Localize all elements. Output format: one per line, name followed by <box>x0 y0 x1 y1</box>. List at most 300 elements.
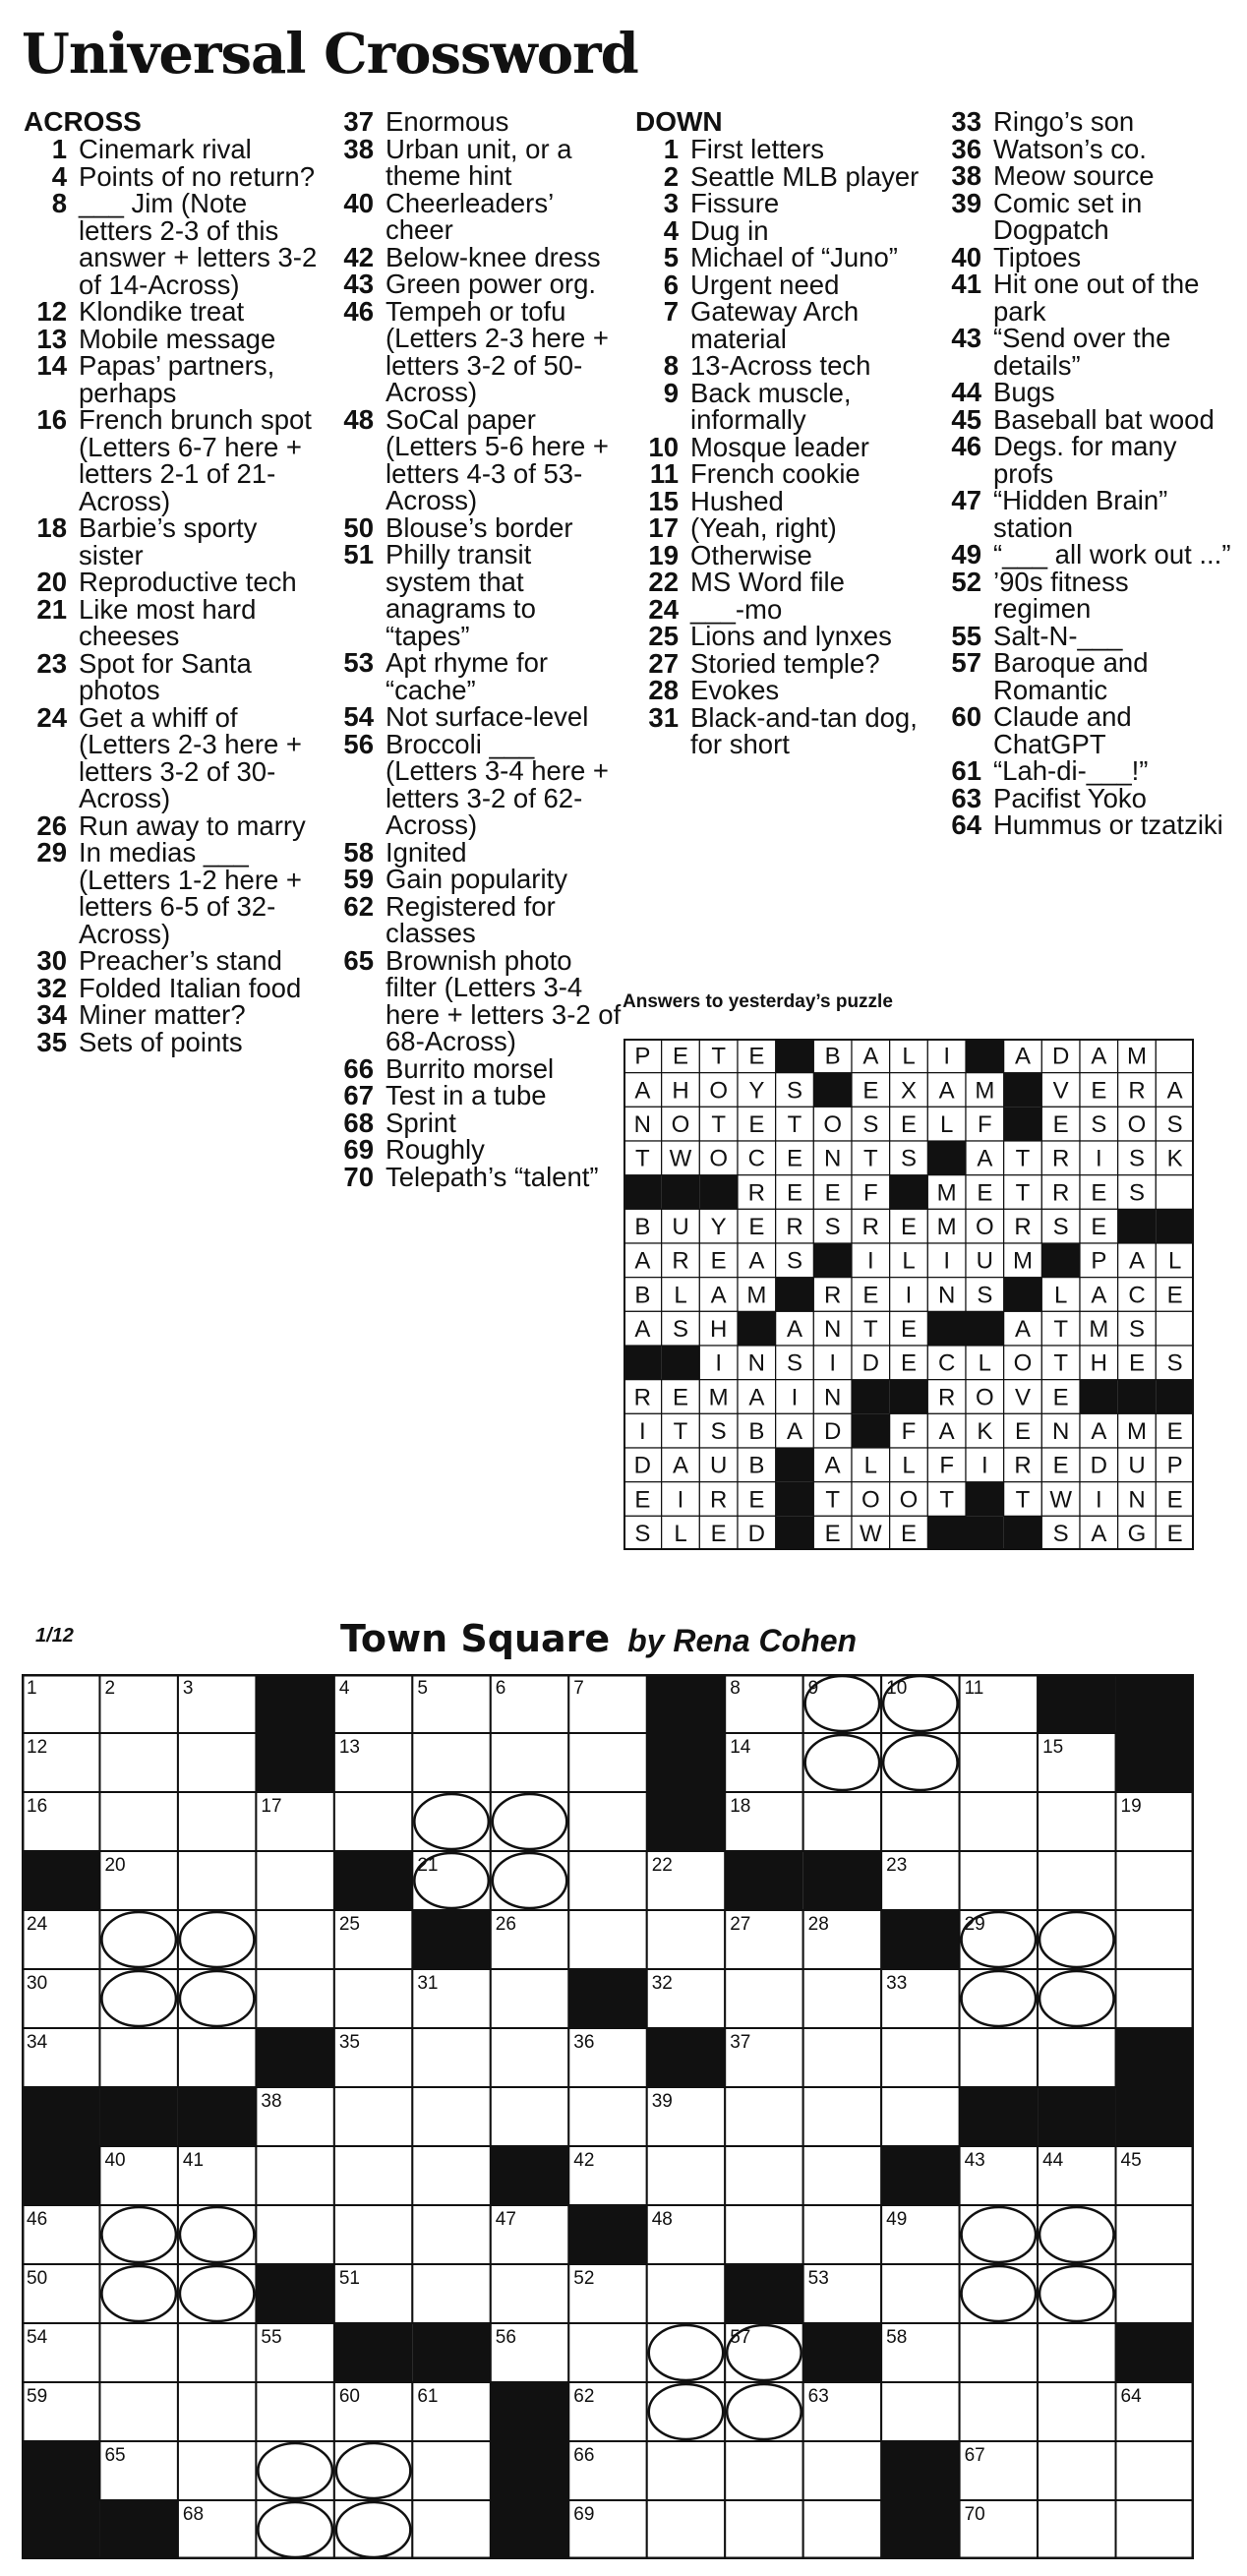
answer-letter: E <box>1166 1520 1183 1547</box>
across-clue-24 <box>24 701 319 813</box>
down-clue-27 <box>635 647 930 679</box>
cell-number: 4 <box>338 1678 350 1699</box>
grid-cell[interactable] <box>803 2087 881 2146</box>
grid-cell[interactable] <box>99 1792 177 1851</box>
grid-cell[interactable] <box>960 1792 1038 1851</box>
grid-cell[interactable] <box>568 1792 646 1851</box>
grid-cell[interactable] <box>256 1969 333 2028</box>
grid-cell[interactable] <box>647 1910 725 1969</box>
down-clue-5 <box>635 244 930 271</box>
grid-cell[interactable] <box>1038 2441 1115 2500</box>
grid-cell[interactable] <box>960 1733 1038 1792</box>
answer-black-square <box>699 1175 738 1210</box>
answer-letter: E <box>786 1179 803 1207</box>
cell-number: 68 <box>182 2504 205 2525</box>
grid-cell[interactable] <box>99 1910 177 1969</box>
grid-cell[interactable] <box>647 2323 725 2382</box>
clue-number: 3 <box>663 188 679 218</box>
clue-text: Cheerleaders’ cheer <box>386 187 554 245</box>
clue-number: 26 <box>36 809 67 841</box>
grid-cell[interactable] <box>334 1792 412 1851</box>
answer-letter: R <box>937 1384 956 1411</box>
grid-cell[interactable] <box>256 2441 333 2500</box>
answer-letter: E <box>1014 1417 1032 1445</box>
down-clue-39 <box>938 187 1233 245</box>
grid-cell[interactable] <box>334 2205 412 2264</box>
grid-cell[interactable] <box>803 1733 881 1792</box>
cell-number: 70 <box>964 2504 985 2525</box>
grid-cell[interactable] <box>568 2323 646 2382</box>
black-square <box>568 2205 646 2264</box>
answer-letter: V <box>1014 1384 1032 1411</box>
grid-cell[interactable] <box>960 1851 1038 1910</box>
grid-cell[interactable] <box>1116 2441 1194 2500</box>
black-square <box>334 1851 412 1910</box>
grid-cell[interactable] <box>647 2441 725 2500</box>
clue-text: Hummus or tzatziki <box>993 809 1223 840</box>
answer-black-square <box>1080 1380 1118 1414</box>
answer-letter: A <box>938 1077 955 1105</box>
grid-cell[interactable] <box>725 2146 802 2205</box>
grid-cell[interactable] <box>1038 2382 1115 2441</box>
grid-cell[interactable] <box>99 2323 177 2382</box>
answer-letter: I <box>980 1452 988 1479</box>
grid-cell[interactable] <box>178 1792 256 1851</box>
grid-cell[interactable] <box>178 2323 256 2382</box>
answer-letter: E <box>672 1384 689 1411</box>
grid-cell[interactable] <box>178 2441 256 2500</box>
grid-cell[interactable] <box>178 2028 256 2087</box>
cell-number: 27 <box>730 1914 751 1935</box>
across-clue-70 <box>328 1161 624 1192</box>
answer-letter: O <box>709 1077 729 1105</box>
black-square <box>178 2087 256 2146</box>
answer-letter: O <box>671 1110 690 1138</box>
answer-letter: E <box>977 1179 993 1207</box>
grid-cell[interactable] <box>1116 1851 1194 1910</box>
across-header: ACROSS <box>24 106 142 137</box>
clue-text: ___-mo <box>690 593 783 625</box>
answer-letter: N <box>633 1110 652 1138</box>
clue-number: 23 <box>36 647 67 679</box>
grid-cell[interactable] <box>412 2500 490 2559</box>
across-clue-43 <box>328 270 624 298</box>
clue-number: 51 <box>343 539 374 569</box>
answer-black-square <box>813 1073 852 1108</box>
grid-cell[interactable] <box>99 2205 177 2264</box>
grid-cell[interactable] <box>568 1851 646 1910</box>
grid-cell[interactable] <box>256 1851 333 1910</box>
down-clue-4 <box>635 214 930 246</box>
black-square <box>256 2028 333 2087</box>
clue-number: 4 <box>51 160 67 192</box>
down-clue-9 <box>635 377 930 435</box>
clue-text: MS Word file <box>690 567 845 597</box>
grid-cell[interactable] <box>568 1910 646 1969</box>
answer-letter: I <box>866 1247 874 1275</box>
grid-cell[interactable] <box>1038 2500 1115 2559</box>
grid-cell[interactable] <box>412 1792 490 1851</box>
grid-cell[interactable] <box>334 2146 412 2205</box>
grid-cell[interactable] <box>491 1792 568 1851</box>
grid-cell[interactable] <box>647 2264 725 2323</box>
clue-number: 68 <box>343 1107 374 1138</box>
grid-cell[interactable] <box>412 2146 490 2205</box>
clue-text: Comic set in Dogpatch <box>993 187 1143 245</box>
grid-cell[interactable] <box>99 1969 177 2028</box>
across-clue-20 <box>24 569 319 596</box>
answer-letter: D <box>1051 1043 1070 1070</box>
answer-black-square <box>813 1243 852 1278</box>
answer-black-square <box>927 1516 966 1550</box>
grid-cell[interactable] <box>99 1733 177 1792</box>
grid-cell[interactable] <box>491 2264 568 2323</box>
grid-cell[interactable] <box>1038 1969 1115 2028</box>
down-clue-55 <box>938 620 1233 651</box>
grid-cell[interactable] <box>334 2087 412 2146</box>
clue-number: 10 <box>648 431 679 462</box>
answer-letter: A <box>824 1452 841 1479</box>
answer-letter: E <box>634 1486 651 1514</box>
grid-cell[interactable] <box>960 2382 1038 2441</box>
clue-text: Storied temple? <box>690 647 880 679</box>
grid-cell[interactable] <box>1038 2264 1115 2323</box>
answer-letter: R <box>1128 1077 1146 1105</box>
grid-cell[interactable] <box>178 2205 256 2264</box>
answer-letter: L <box>902 1452 916 1479</box>
black-square <box>22 2441 99 2500</box>
answer-letter: E <box>900 1315 918 1343</box>
grid-cell[interactable] <box>725 2087 802 2146</box>
clue-text: Papas’ partners, perhaps <box>79 350 275 408</box>
cell-number: 48 <box>651 2209 673 2230</box>
clue-text: Tiptoes <box>993 241 1082 272</box>
grid-cell[interactable] <box>725 2441 802 2500</box>
clue-text: Like most hard cheeses <box>79 593 257 651</box>
cell-number: 17 <box>261 1796 282 1817</box>
grid-cell[interactable] <box>1116 1910 1194 1969</box>
grid-cell[interactable] <box>803 1792 881 1851</box>
answer-letter: E <box>710 1247 727 1275</box>
clue-text: First letters <box>690 134 824 164</box>
grid-cell[interactable] <box>960 2205 1038 2264</box>
grid-cell[interactable] <box>178 2264 256 2323</box>
grid-cell[interactable] <box>960 2264 1038 2323</box>
answer-letter: L <box>902 1247 916 1275</box>
grid-cell[interactable] <box>647 2146 725 2205</box>
grid-cell[interactable] <box>803 2028 881 2087</box>
clue-number: 53 <box>343 647 374 678</box>
clue-number: 18 <box>36 512 67 543</box>
black-square <box>22 2500 99 2559</box>
grid-cell[interactable] <box>178 1733 256 1792</box>
across-clue-18 <box>24 514 319 569</box>
clue-number: 8 <box>663 350 679 381</box>
answer-letter: X <box>900 1077 918 1105</box>
down-clue-28 <box>635 677 930 704</box>
grid-cell[interactable] <box>960 2323 1038 2382</box>
grid-cell[interactable] <box>412 2441 490 2500</box>
grid-cell[interactable] <box>1038 1792 1115 1851</box>
black-square <box>22 1851 99 1910</box>
answer-letter: M <box>1089 1315 1109 1343</box>
page-title: Universal Crossword <box>22 22 638 87</box>
grid-cell[interactable] <box>1038 2028 1115 2087</box>
clue-number: 67 <box>343 1080 374 1110</box>
answer-letter: C <box>747 1145 766 1172</box>
grid-cell[interactable] <box>803 2205 881 2264</box>
clue-number: 22 <box>648 567 679 597</box>
grid-cell[interactable] <box>412 2028 490 2087</box>
grid-cell[interactable] <box>178 1969 256 2028</box>
down-clue-40 <box>938 241 1233 272</box>
across-clue-56 <box>328 728 624 840</box>
across-clue-59 <box>328 866 624 893</box>
answer-letter: K <box>977 1417 993 1445</box>
answer-letter: S <box>786 1077 803 1105</box>
cell-number: 54 <box>27 2327 48 2348</box>
answer-letter: B <box>748 1452 765 1479</box>
clue-number: 46 <box>343 295 374 327</box>
black-square <box>256 2264 333 2323</box>
grid-cell[interactable] <box>491 1851 568 1910</box>
grid-cell[interactable] <box>491 2087 568 2146</box>
across-clue-12 <box>24 298 319 326</box>
grid-cell[interactable] <box>1116 1969 1194 2028</box>
answer-letter: R <box>1051 1179 1070 1207</box>
grid-cell[interactable] <box>647 2382 725 2441</box>
answer-letter: S <box>634 1520 651 1547</box>
answer-letter: R <box>861 1213 880 1240</box>
grid-cell[interactable] <box>334 1969 412 2028</box>
grid-cell[interactable] <box>960 2028 1038 2087</box>
grid-cell[interactable] <box>1116 2205 1194 2264</box>
grid-cell[interactable] <box>881 2264 959 2323</box>
answer-letter: E <box>1091 1077 1107 1105</box>
answer-letter: O <box>861 1486 880 1514</box>
clue-text: Evokes <box>690 675 780 705</box>
grid-cell[interactable] <box>491 1733 568 1792</box>
answer-letter: P <box>634 1043 651 1070</box>
answer-letter: E <box>1052 1452 1069 1479</box>
answer-letter: D <box>1090 1452 1108 1479</box>
clue-text: Degs. for many profs <box>993 431 1177 489</box>
clue-text: Black-and-tan dog, for short <box>690 701 918 759</box>
answer-letter: E <box>824 1179 841 1207</box>
answer-letter: B <box>634 1213 651 1240</box>
cell-number: 51 <box>338 2268 361 2289</box>
grid-cell[interactable] <box>1038 1851 1115 1910</box>
grid-cell[interactable] <box>412 2264 490 2323</box>
down-clue-10 <box>635 431 930 462</box>
across-clue-26 <box>24 809 319 841</box>
answer-letter: F <box>939 1452 955 1479</box>
black-square <box>803 2323 881 2382</box>
answer-letter: E <box>1166 1417 1183 1445</box>
grid-cell[interactable] <box>881 1792 959 1851</box>
cell-number: 59 <box>27 2386 48 2407</box>
grid-cell[interactable] <box>491 2028 568 2087</box>
grid-cell[interactable] <box>1038 1910 1115 1969</box>
grid-cell[interactable] <box>1116 2264 1194 2323</box>
clue-text: SoCal paper (Letters 5-6 here + letters 4-3 of 53-Across) <box>386 403 609 515</box>
grid-cell[interactable] <box>960 1969 1038 2028</box>
black-square <box>412 2323 490 2382</box>
grid-cell[interactable] <box>647 2500 725 2559</box>
grid-cell[interactable] <box>256 2205 333 2264</box>
answer-black-square <box>890 1175 928 1210</box>
clue-number: 40 <box>951 241 981 272</box>
down-clue-57 <box>938 649 1233 703</box>
cell-number: 14 <box>730 1737 751 1758</box>
grid-cell[interactable] <box>99 2264 177 2323</box>
answer-letter: R <box>633 1384 652 1411</box>
answer-letter: B <box>748 1417 765 1445</box>
answer-black-square <box>852 1413 890 1448</box>
grid-cell[interactable] <box>725 2500 802 2559</box>
grid-cell[interactable] <box>881 2028 959 2087</box>
grid-cell[interactable] <box>725 1969 802 2028</box>
cell-number: 23 <box>886 1855 908 1876</box>
cell-number: 50 <box>27 2268 48 2289</box>
answer-letter: L <box>1167 1247 1182 1275</box>
cell-number: 11 <box>964 1678 984 1699</box>
grid-cell[interactable] <box>1038 2205 1115 2264</box>
clue-text: Broccoli ___ (Letters 3-4 here + letters 3-2 of 62-Across) <box>386 728 609 840</box>
grid-cell[interactable] <box>256 2146 333 2205</box>
grid-cell[interactable] <box>412 2205 490 2264</box>
across-clue-29 <box>24 839 319 947</box>
answer-letter: W <box>860 1520 882 1547</box>
grid-cell[interactable] <box>491 1969 568 2028</box>
grid-cell[interactable] <box>1116 2500 1194 2559</box>
across-clue-51 <box>328 541 624 649</box>
grid-cell[interactable] <box>568 2087 646 2146</box>
clue-text: Meow source <box>993 160 1155 191</box>
clue-number: 64 <box>951 809 981 840</box>
grid-cell[interactable] <box>803 2500 881 2559</box>
answer-letter: S <box>824 1213 841 1240</box>
answer-letter: L <box>902 1043 916 1070</box>
grid-cell[interactable] <box>256 2500 333 2559</box>
grid-cell[interactable] <box>1038 2323 1115 2382</box>
clue-number: 38 <box>343 133 374 164</box>
clue-text: Hit one out of the park <box>993 269 1200 327</box>
answer-letter: T <box>862 1145 878 1172</box>
answer-letter: C <box>1128 1282 1146 1309</box>
answer-black-square <box>1118 1380 1157 1414</box>
answer-letter: S <box>1091 1110 1107 1138</box>
across-clue-65 <box>328 944 624 1056</box>
grid-cell[interactable] <box>881 2087 959 2146</box>
grid-cell[interactable] <box>99 2382 177 2441</box>
answer-letter: B <box>634 1282 651 1309</box>
clue-text: Miner matter? <box>79 999 246 1030</box>
answer-letter: L <box>863 1452 878 1479</box>
answer-letter: R <box>1051 1145 1070 1172</box>
answer-letter: E <box>748 1110 765 1138</box>
grid-cell[interactable] <box>725 2205 802 2264</box>
puzzle-name: Town Square <box>340 1617 611 1660</box>
clue-number: 30 <box>36 945 67 976</box>
clue-number: 70 <box>343 1161 374 1192</box>
cell-number: 33 <box>886 1973 908 1994</box>
clue-number: 11 <box>649 458 679 489</box>
grid-cell[interactable] <box>178 1851 256 1910</box>
answer-letter: T <box>1053 1349 1069 1377</box>
clue-number: 60 <box>951 701 981 732</box>
grid-cell[interactable] <box>881 2382 959 2441</box>
grid-cell[interactable] <box>803 2441 881 2500</box>
black-square <box>99 2500 177 2559</box>
black-square <box>1116 2087 1194 2146</box>
down-clue-6 <box>635 271 930 299</box>
clue-number: 66 <box>343 1052 374 1084</box>
across-clue-53 <box>328 649 624 703</box>
answer-letter: Y <box>710 1213 727 1240</box>
across-clue-30 <box>24 947 319 975</box>
grid-cell[interactable] <box>256 1910 333 1969</box>
grid-cell[interactable] <box>881 1733 959 1792</box>
grid-cell[interactable] <box>178 2382 256 2441</box>
puzzle-date: 1/12 <box>35 1625 74 1647</box>
answer-letter: A <box>672 1452 689 1479</box>
clue-number: 49 <box>951 539 981 569</box>
clue-number: 5 <box>663 242 679 272</box>
answer-letter: A <box>862 1043 879 1070</box>
grid-cell[interactable] <box>412 2087 490 2146</box>
grid-cell[interactable] <box>803 2146 881 2205</box>
clue-text: Brownish photo filter (Letters 3-4 here + letters 3-2 of 68-Across) <box>386 944 622 1056</box>
black-square <box>412 1910 490 1969</box>
black-square <box>22 2087 99 2146</box>
down-clue-49 <box>938 541 1233 569</box>
grid-cell[interactable] <box>568 1733 646 1792</box>
grid-cell[interactable] <box>178 1910 256 1969</box>
clue-number: 45 <box>951 403 981 435</box>
cell-number: 29 <box>964 1914 985 1935</box>
answer-letter: N <box>747 1349 766 1377</box>
across-clue-67 <box>328 1082 624 1109</box>
answer-letter: D <box>747 1520 766 1547</box>
answer-black-square <box>1041 1243 1080 1278</box>
answer-letter: R <box>823 1282 842 1309</box>
clue-number: 52 <box>951 566 981 597</box>
grid-cell[interactable] <box>412 1733 490 1792</box>
answer-letter: S <box>900 1145 918 1172</box>
across-clue-66 <box>328 1052 624 1084</box>
down-clue-7 <box>635 298 930 352</box>
answer-letter: M <box>975 1077 995 1105</box>
answer-letter: T <box>711 1110 727 1138</box>
across-clue-16 <box>24 406 319 514</box>
grid-cell[interactable] <box>725 2382 802 2441</box>
puzzle-grid <box>22 1674 1194 2559</box>
answer-letter: T <box>939 1486 955 1514</box>
clue-text: Ringo’s son <box>993 106 1135 137</box>
answer-letter: O <box>1127 1110 1147 1138</box>
grid-cell[interactable] <box>803 1969 881 2028</box>
down-clue-24 <box>635 593 930 625</box>
grid-cell[interactable] <box>99 2028 177 2087</box>
answer-letter: T <box>862 1315 878 1343</box>
clue-number: 15 <box>648 485 679 516</box>
grid-cell[interactable] <box>334 2441 412 2500</box>
grid-cell[interactable] <box>256 2382 333 2441</box>
clue-number: 63 <box>951 782 981 813</box>
answer-letter: I <box>638 1417 646 1445</box>
grid-cell[interactable] <box>334 2500 412 2559</box>
